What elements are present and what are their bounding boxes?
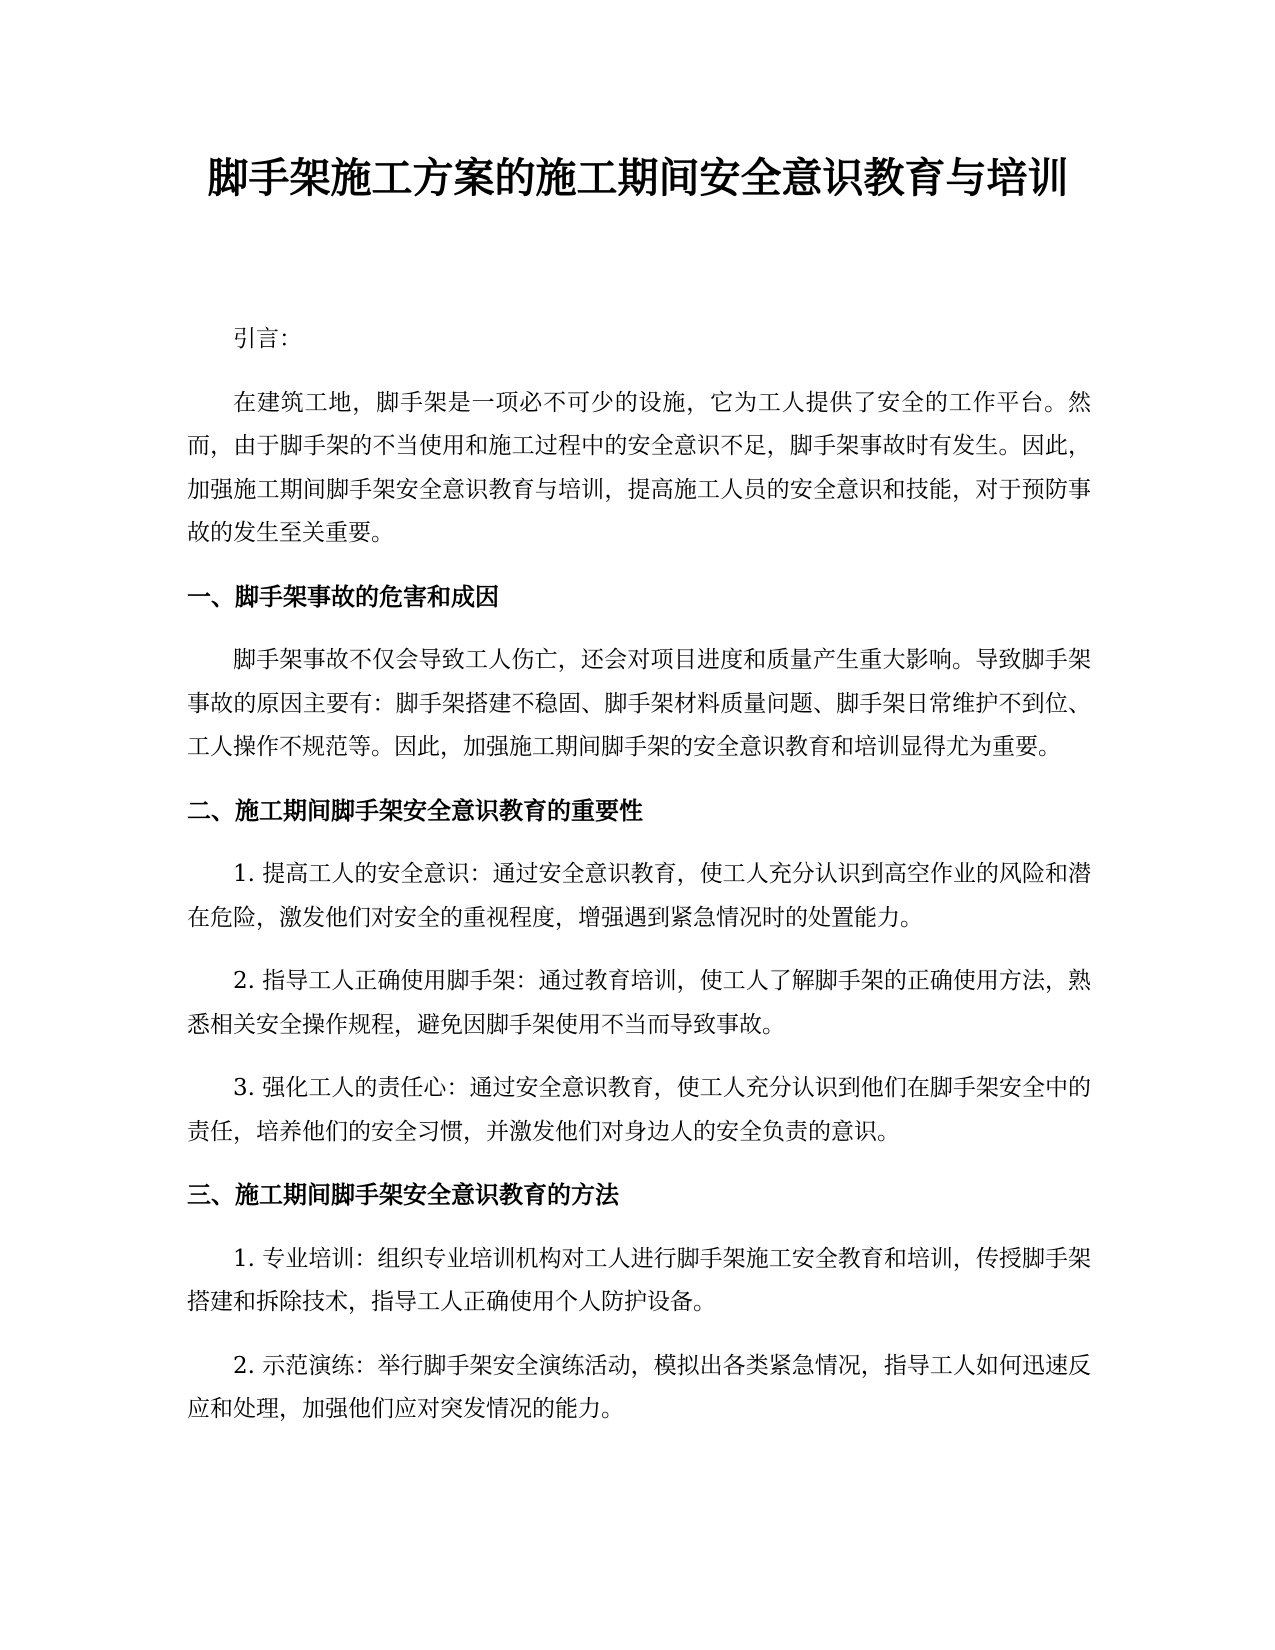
section-1-paragraph-1: 脚手架事故不仅会导致工人伤亡，还会对项目进度和质量产生重大影响。导致脚手架事故的原因主要有：脚手架搭建不稳固、脚手架材料质量问题、脚手架日常维护不到位、工人操作不规范等。因此，加强施工期间脚手架的安全意识教育和培训显得尤为重要。	[187, 647, 1091, 760]
section-heading-1: 一、脚手架事故的危害和成因	[187, 582, 499, 611]
intro-label: 引言：	[233, 326, 302, 352]
section-2-item-2: 2. 指导工人正确使用脚手架：通过教育培训，使工人了解脚手架的正确使用方法，熟悉相关安全操作规程，避免因脚手架使用不当而导致事故。	[187, 968, 1091, 1038]
page-title: 脚手架施工方案的施工期间安全意识教育与培训	[207, 154, 1069, 202]
section-2-item-1: 1. 提高工人的安全意识：通过安全意识教育，使工人充分认识到高空作业的风险和潜在危险，激发他们对安全的重视程度，增强遇到紧急情况时的处置能力。	[187, 861, 1091, 931]
intro-paragraph: 在建筑工地，脚手架是一项必不可少的设施，它为工人提供了安全的工作平台。然而，由于脚手架的不当使用和施工过程中的安全意识不足，脚手架事故时有发生。因此，加强施工期间脚手架安全意识教育与培训，提高施工人员的安全意识和技能，对于预防事故的发生至关重要。	[187, 389, 1091, 546]
section-2-item-3: 3. 强化工人的责任心：通过安全意识教育，使工人充分认识到他们在脚手架安全中的责任，培养他们的安全习惯，并激发他们对身边人的安全负责的意识。	[187, 1075, 1091, 1145]
document-body	[187, 318, 1091, 1452]
section-heading-3: 三、施工期间脚手架安全意识教育的方法	[187, 1181, 619, 1209]
section-3-item-2: 2. 示范演练：举行脚手架安全演练活动，模拟出各类紧急情况，指导工人如何迅速反应和处理，加强他们应对突发情况的能力。	[187, 1352, 1091, 1422]
section-heading-2: 二、施工期间脚手架安全意识教育的重要性	[187, 796, 643, 825]
section-3-item-1: 1. 专业培训：组织专业培训机构对工人进行脚手架施工安全教育和培训，传授脚手架搭建和拆除技术，指导工人正确使用个人防护设备。	[187, 1245, 1091, 1315]
